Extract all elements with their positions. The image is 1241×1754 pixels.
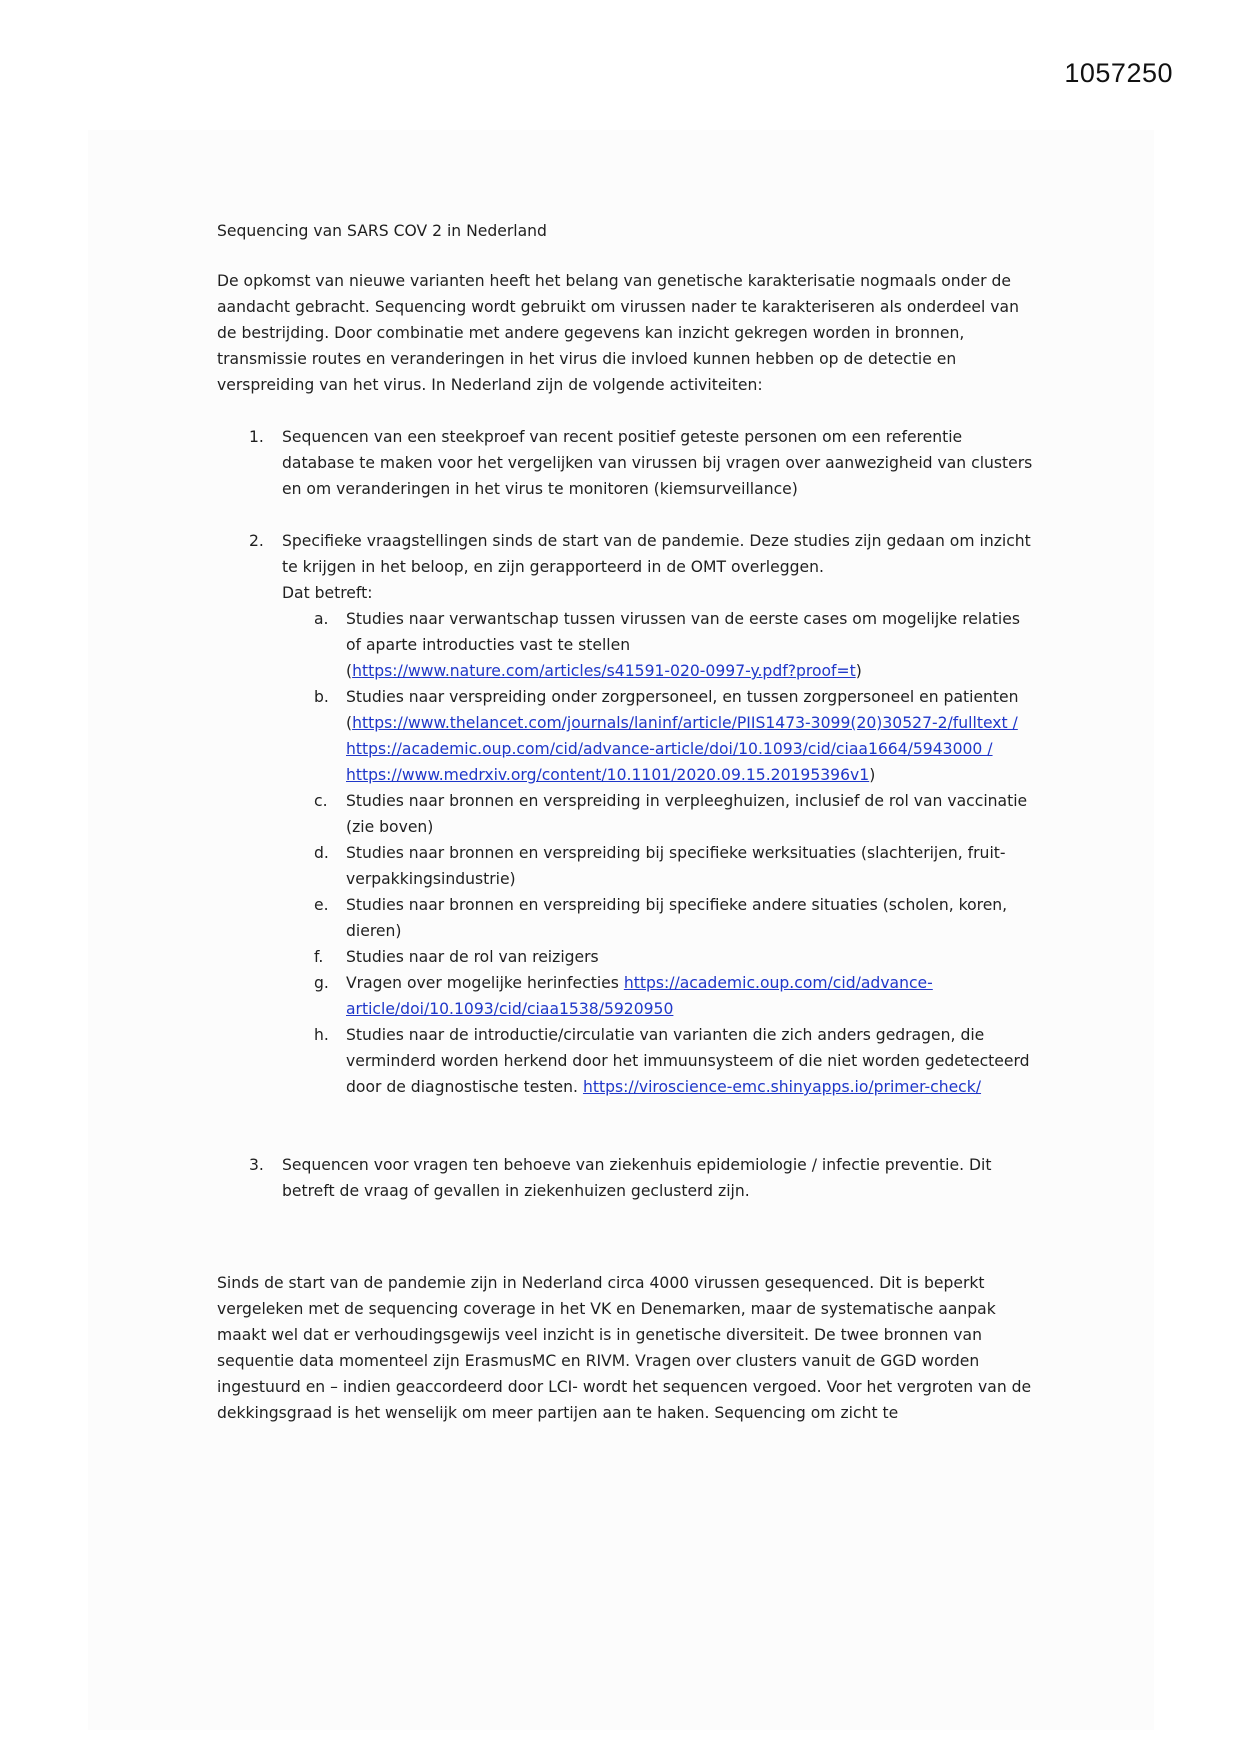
sub-list-text: Vragen over mogelijke herinfecties: [346, 974, 619, 992]
sub-list-item: [282, 788, 1037, 840]
sub-list-letter: f.: [314, 948, 324, 966]
sub-list-item: [282, 1022, 1037, 1100]
list-number: 3.: [249, 1156, 264, 1174]
list-item-text: Sequencen van een steekproef van recent positief geteste personen om een referentie database te maken voor het vergelijken van virussen bij vragen over aanwezigheid van clusters en om veranderingen in het virus te monitoren (kiemsurveillance): [282, 428, 1033, 498]
reference-link[interactable]: https://academic.oup.com/cid/advance-article/doi/10.1093/cid/ciaa1538/5920950: [346, 974, 933, 1018]
list-item-subheading: Dat betreft:: [282, 584, 373, 602]
intro-paragraph: De opkomst van nieuwe varianten heeft het belang van genetische karakterisatie nogmaals onder de aandacht gebracht. Sequencing wordt gebruikt om virussen nader te karakteriseren als onderdeel van de bestrijding. Door combinatie met andere gegevens kan inzicht gekregen worden in bronnen, transmissie routes en veranderingen in het virus die invloed kunnen hebben op de detectie en verspreiding van het virus. In Nederland zijn de volgende activiteiten:: [217, 272, 1019, 394]
activity-list: [217, 424, 1037, 1204]
reference-link[interactable]: https://academic.oup.com/cid/advance-article/doi/10.1093/cid/ciaa1664/5943000 /: [346, 740, 993, 758]
reference-link[interactable]: https://www.thelancet.com/journals/laninf/article/PIIS1473-3099(20)30527-2/fulltext /: [352, 714, 1018, 732]
sub-list-item: [282, 944, 1037, 970]
sub-list-text: Studies naar bronnen en verspreiding in verpleeghuizen, inclusief de rol van vaccinatie (zie boven): [346, 792, 1028, 836]
sub-list: [282, 606, 1037, 1100]
paren: ): [855, 662, 862, 680]
sub-list-letter: d.: [314, 844, 329, 862]
document-title: Sequencing van SARS COV 2 in Nederland: [217, 222, 547, 240]
sub-list-text: Studies naar bronnen en verspreiding bij specifieke andere situaties (scholen, koren, dieren): [346, 896, 1008, 940]
sub-list-letter: a.: [314, 610, 329, 628]
sub-list-item: [282, 970, 1037, 1022]
sub-list-text: Studies naar de rol van reizigers: [346, 948, 599, 966]
sub-list-text: Studies naar verwantschap tussen virussen van de eerste cases om mogelijke relaties of aparte introducties vast te stellen: [346, 610, 1020, 654]
list-item: [217, 424, 1037, 502]
sub-list-letter: c.: [314, 792, 328, 810]
list-item-text: Specifieke vraagstellingen sinds de start van de pandemie. Deze studies zijn gedaan om inzicht te krijgen in het beloop, en zijn gerapporteerd in de OMT overleggen.: [282, 532, 1031, 576]
document-number: 1057250: [1064, 58, 1173, 88]
sub-list-text: Studies naar de introductie/circulatie van varianten die zich anders gedragen, die verminderd worden herkend door het immuunsysteem of die niet worden gedetecteerd door de diagnostische testen.: [346, 1026, 1030, 1096]
sub-list-letter: g.: [314, 974, 329, 992]
reference-link[interactable]: https://www.medrxiv.org/content/10.1101/2020.09.15.20195396v1: [346, 766, 870, 784]
sub-list-item: [282, 606, 1037, 684]
sub-list-item: [282, 892, 1037, 944]
sub-list-letter: e.: [314, 896, 329, 914]
list-number: 2.: [249, 532, 264, 550]
list-number: 1.: [249, 428, 264, 446]
sub-list-letter: h.: [314, 1026, 329, 1044]
sub-list-text: Studies naar verspreiding onder zorgpersoneel, en tussen zorgpersoneel en patienten (: [346, 688, 1019, 732]
sub-list-text: Studies naar bronnen en verspreiding bij specifieke werksituaties (slachterijen, fruit-verpakkingsindustrie): [346, 844, 1006, 888]
list-item-text: Sequencen voor vragen ten behoeve van ziekenhuis epidemiologie / infectie preventie. Dit betreft de vraag of gevallen in ziekenhuizen geclusterd zijn.: [282, 1156, 992, 1200]
list-item: [217, 1152, 1037, 1204]
sub-list-letter: b.: [314, 688, 329, 706]
paren: (: [346, 662, 353, 680]
sub-list-item: [282, 840, 1037, 892]
document-body: [217, 218, 1037, 1426]
reference-link[interactable]: https://www.nature.com/articles/s41591-020-0997-y.pdf?proof=t: [352, 662, 856, 680]
list-item: [217, 528, 1037, 1100]
sub-list-item: [282, 684, 1037, 788]
paren: ): [869, 766, 876, 784]
reference-link[interactable]: https://viroscience-emc.shinyapps.io/primer-check/: [582, 1078, 982, 1096]
closing-paragraph: Sinds de start van de pandemie zijn in Nederland circa 4000 virussen gesequenced. Dit is beperkt vergeleken met de sequencing coverage in het VK en Denemarken, maar de systematische aanpak maakt wel dat er verhoudingsgewijs veel inzicht is in genetische diversiteit. De twee bronnen van sequentie data momenteel zijn ErasmusMC en RIVM. Vragen over clusters vanuit de GGD worden ingestuurd en – indien geaccordeerd door LCI- wordt het sequencen vergoed. Voor het vergroten van de dekkingsgraad is het wenselijk om meer partijen aan te haken. Sequencing om zicht te: [217, 1274, 1032, 1422]
